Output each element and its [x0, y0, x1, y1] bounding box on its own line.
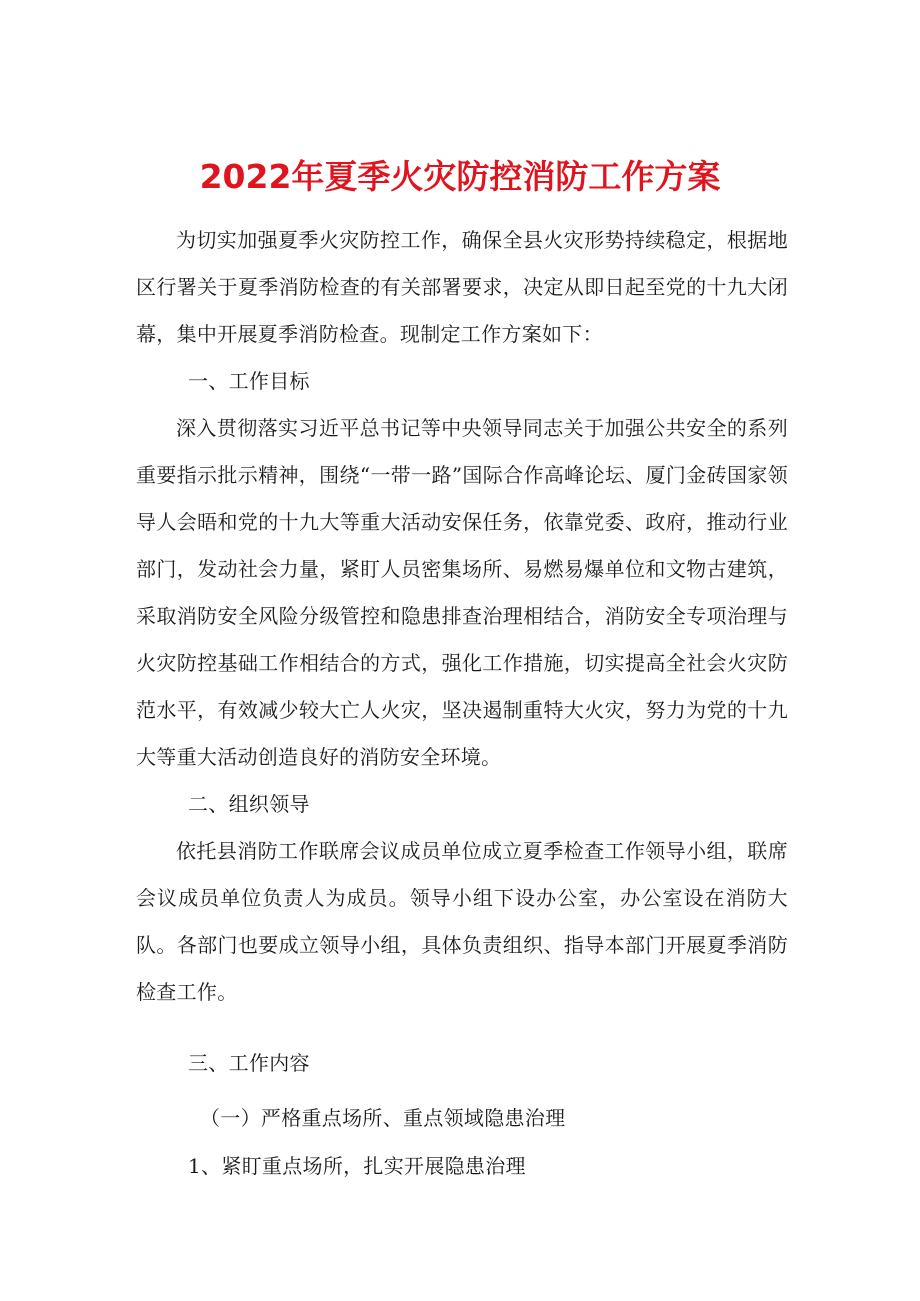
- document-title: 2022年夏季火灾防控消防工作方案: [199, 157, 721, 197]
- intro-paragraph: 为切实加强夏季火灾防控工作，确保全县火灾形势持续稳定，根据地区行署关于夏季消防检查的有关部署要求，决定从即日起至党的十九大闭幕，集中开展夏季消防检查。现制定工作方案如下：: [136, 228, 788, 346]
- list-item-1: 1、紧盯重点场所，扎实开展隐患治理: [188, 1154, 526, 1178]
- section-heading-organization: 二、组织领导: [188, 792, 310, 816]
- section-heading-goals: 一、工作目标: [188, 369, 310, 393]
- section-heading-content: 三、工作内容: [188, 1051, 310, 1075]
- section-body-goals: 深入贯彻落实习近平总书记等中央领导同志关于加强公共安全的系列重要指示批示精神，围绕“一带一路”国际合作高峰论坛、厦门金砖国家领导人会晤和党的十九大等重大活动安保任务，依靠党委、政府，推动行业部门，发动社会力量，紧盯人员密集场所、易燃易爆单位和文物古建筑，采取消防安全风险分级管控和隐患排查治理相结合，消防安全专项治理与火灾防控基础工作相结合的方式，强化工作措施，切实提高全社会火灾防范水平，有效减少较大亡人火灾，坚决遏制重特大火灾，努力为党的十九大等重大活动创造良好的消防安全环境。: [136, 416, 788, 769]
- section-body-organization: 依托县消防工作联席会议成员单位成立夏季检查工作领导小组，联席会议成员单位负责人为成员。领导小组下设办公室，办公室设在消防大队。各部门也要成立领导小组，具体负责组织、指导本部门开展夏季消防检查工作。: [136, 839, 788, 1004]
- subsection-heading: （一）严格重点场所、重点领域隐患治理: [200, 1106, 566, 1130]
